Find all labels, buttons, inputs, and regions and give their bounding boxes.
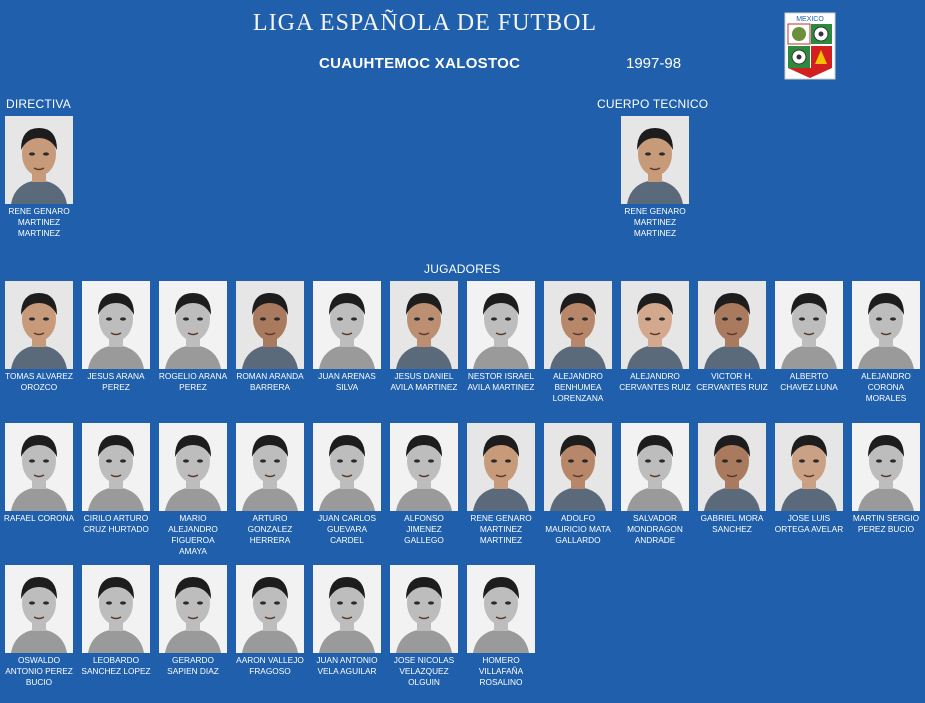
player-photo xyxy=(544,281,612,369)
person-card xyxy=(619,423,691,546)
player-photo xyxy=(313,281,381,369)
player-photo xyxy=(82,281,150,369)
person-name: ROMAN ARANDA BARRERA xyxy=(236,371,304,392)
person-name: HOMERO VILLAFAÑA ROSALINO xyxy=(478,655,524,687)
person-card xyxy=(388,423,460,546)
person-card xyxy=(465,281,537,393)
person-card xyxy=(619,116,691,239)
person-card xyxy=(234,565,306,677)
player-photo xyxy=(467,565,535,653)
person-card xyxy=(465,565,537,688)
player-photo xyxy=(5,116,73,204)
person-name: NESTOR ISRAEL AVILA MARTINEZ xyxy=(467,371,535,392)
logo-text: MEXICO xyxy=(796,16,824,23)
person-card xyxy=(3,565,75,688)
person-name: ALFONSO JIMENEZ GALLEGO xyxy=(404,513,444,545)
person-card xyxy=(157,423,229,557)
person-name: ALBERTO CHAVEZ LUNA xyxy=(780,371,838,392)
person-card xyxy=(3,423,75,524)
person-name: JUAN ARENAS SILVA xyxy=(318,371,376,392)
person-name: RENE GENARO MARTINEZ MARTINEZ xyxy=(8,206,70,238)
person-card xyxy=(234,423,306,546)
person-card xyxy=(465,423,537,546)
player-photo xyxy=(390,565,458,653)
player-photo xyxy=(236,565,304,653)
person-card xyxy=(542,423,614,546)
person-name: ARTURO GONZALEZ HERRERA xyxy=(247,513,293,545)
player-photo xyxy=(852,281,920,369)
person-name: RENE GENARO MARTINEZ MARTINEZ xyxy=(624,206,686,238)
player-photo xyxy=(467,281,535,369)
player-photo xyxy=(5,565,73,653)
person-card xyxy=(542,281,614,404)
person-name: ROGELIO ARANA PEREZ xyxy=(158,371,228,392)
person-name: MARIO ALEJANDRO FIGUEROA AMAYA xyxy=(168,513,218,556)
person-card xyxy=(311,565,383,677)
person-name: ALEJANDRO BENHUMEA LORENZANA xyxy=(552,371,604,403)
player-photo xyxy=(698,281,766,369)
season-label: 1997-98 xyxy=(626,55,682,72)
player-photo xyxy=(775,281,843,369)
section-jugadores: JUGADORES xyxy=(424,262,501,276)
person-name: ALEJANDRO CERVANTES RUIZ xyxy=(619,371,691,392)
player-photo xyxy=(236,281,304,369)
player-photo xyxy=(467,423,535,511)
section-cuerpo-tecnico: CUERPO TECNICO xyxy=(597,97,709,111)
person-card xyxy=(850,281,922,404)
person-card xyxy=(773,281,845,393)
player-photo xyxy=(159,423,227,511)
person-card xyxy=(311,423,383,546)
section-directiva: DIRECTIVA xyxy=(6,97,71,111)
person-card xyxy=(157,281,229,393)
mexico-shield-logo xyxy=(784,12,836,80)
player-photo xyxy=(313,565,381,653)
player-photo xyxy=(313,423,381,511)
person-name: RENE GENARO MARTINEZ MARTINEZ xyxy=(470,513,532,545)
person-name: JESUS DANIEL AVILA MARTINEZ xyxy=(390,371,458,392)
person-card xyxy=(850,423,922,535)
person-name: VICTOR H. CERVANTES RUIZ xyxy=(696,371,768,392)
person-card xyxy=(619,281,691,393)
person-card xyxy=(157,565,229,677)
person-card xyxy=(3,116,75,239)
person-name: OSWALDO ANTONIO PEREZ BUCIO xyxy=(5,655,73,687)
player-photo xyxy=(5,281,73,369)
person-name: GABRIEL MORA SANCHEZ xyxy=(700,513,764,534)
person-card xyxy=(80,565,152,677)
person-name: SALVADOR MONDRAGON ANDRADE xyxy=(627,513,683,545)
team-name: CUAUHTEMOC XALOSTOC xyxy=(319,55,521,72)
person-card xyxy=(388,565,460,688)
person-card xyxy=(3,281,75,393)
person-name: JUAN ANTONIO VELA AGUILAR xyxy=(316,655,378,676)
page-title: LIGA ESPAÑOLA DE FUTBOL xyxy=(252,10,598,36)
person-name: MARTIN SERGIO PEREZ BUCIO xyxy=(852,513,920,534)
player-photo xyxy=(621,281,689,369)
person-card xyxy=(311,281,383,393)
person-name: ALEJANDRO CORONA MORALES xyxy=(861,371,911,403)
player-photo xyxy=(5,423,73,511)
player-photo xyxy=(621,423,689,511)
person-card xyxy=(696,281,768,393)
player-photo xyxy=(390,281,458,369)
player-photo xyxy=(82,565,150,653)
person-name: GERARDO SAPIEN DIAZ xyxy=(167,655,219,676)
player-photo xyxy=(698,423,766,511)
person-name: LEOBARDO SANCHEZ LOPEZ xyxy=(81,655,151,676)
player-photo xyxy=(390,423,458,511)
person-card xyxy=(80,423,152,535)
person-name: JOSE LUIS ORTEGA AVELAR xyxy=(774,513,844,534)
person-name: CIRILO ARTURO CRUZ HURTADO xyxy=(83,513,149,534)
player-photo xyxy=(852,423,920,511)
player-photo xyxy=(621,116,689,204)
person-name: JUAN CARLOS GUEVARA CARDEL xyxy=(317,513,377,545)
person-name: RAFAEL CORONA xyxy=(3,513,75,523)
player-photo xyxy=(159,281,227,369)
player-photo xyxy=(775,423,843,511)
person-card xyxy=(696,423,768,535)
player-photo xyxy=(159,565,227,653)
person-card xyxy=(234,281,306,393)
person-card xyxy=(773,423,845,535)
player-photo xyxy=(236,423,304,511)
person-name: AARON VALLEJO FRAGOSO xyxy=(236,655,304,676)
person-name: TOMAS ALVAREZ OROZCO xyxy=(5,371,73,392)
person-name: JOSE NICOLAS VELAZQUEZ OLGUIN xyxy=(393,655,455,687)
player-photo xyxy=(82,423,150,511)
player-photo xyxy=(544,423,612,511)
person-card xyxy=(388,281,460,393)
person-name: ADOLFO MAURICIO MATA GALLARDO xyxy=(545,513,611,545)
person-name: JESUS ARANA PEREZ xyxy=(87,371,145,392)
person-card xyxy=(80,281,152,393)
